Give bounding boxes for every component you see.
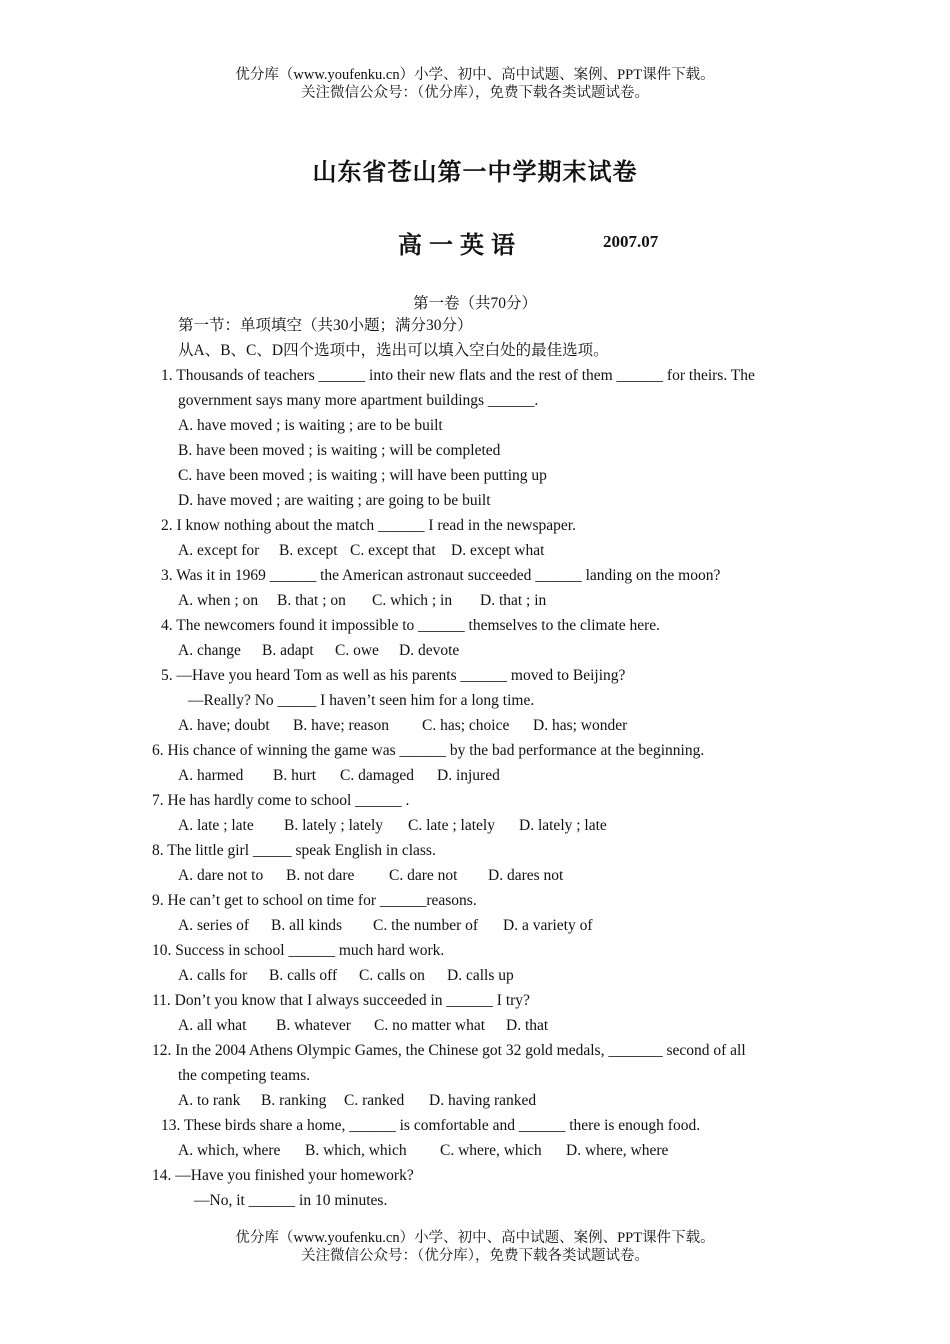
page-footer <box>0 1229 950 1265</box>
exam-date: 2007.07 <box>603 232 659 251</box>
question-2-stem: 2. I know nothing about the match ______ I read in the newspaper. <box>161 517 576 534</box>
question-6-stem: 6. His chance of winning the game was ______ by the bad performance at the beginning. <box>152 742 705 759</box>
option-d: D. dares not <box>488 867 564 884</box>
question-12-line-1: 12. In the 2004 Athens Olympic Games, the Chinese got 32 gold medals, _______ second of all <box>152 1042 746 1059</box>
question-5-stem: 5. —Have you heard Tom as well as his parents ______ moved to Beijing? <box>161 667 626 684</box>
question-13-options <box>178 1141 668 1161</box>
option-a: A. series of <box>178 917 250 934</box>
question-9-stem: 9. He can’t get to school on time for ______reasons. <box>152 892 477 909</box>
part-title: 第一卷（共70分） <box>412 295 537 312</box>
option-a: A. dare not to <box>178 867 264 884</box>
question-7-stem: 7. He has hardly come to school ______ . <box>152 792 410 809</box>
question-5-options <box>178 716 627 736</box>
option-c: C. damaged <box>340 767 415 784</box>
option-a: A. late ; late <box>178 817 254 834</box>
option-c: C. no matter what <box>374 1017 486 1034</box>
question-1-option-d: D. have moved ; are waiting ; are going to be built <box>178 492 491 509</box>
question-14-stem: 14. —Have you finished your homework? <box>152 1167 414 1184</box>
option-d: D. where, where <box>566 1142 669 1159</box>
header-line-1: 优分库（www.youfenku.cn）小学、初中、高中试题、案例、PPT课件下载。 <box>235 67 715 83</box>
option-d: D. has; wonder <box>533 717 628 734</box>
question-5-reply: —Really? No _____ I haven’t seen him for a long time. <box>188 692 535 709</box>
option-b: B. whatever <box>276 1017 351 1034</box>
question-4-stem: 4. The newcomers found it impossible to ______ themselves to the climate here. <box>161 617 661 634</box>
exam-title: 山东省苍山第一中学期末试卷 <box>312 160 638 186</box>
option-c: C. which ; in <box>372 592 453 609</box>
question-1-option-a: A. have moved ; is waiting ; are to be built <box>178 417 443 434</box>
option-a: A. which, where <box>178 1142 281 1159</box>
option-b: B. that ; on <box>277 592 346 609</box>
question-1-line-2: government says many more apartment buildings ______. <box>178 392 539 409</box>
question-2-options <box>178 541 544 561</box>
option-a: A. when ; on <box>178 592 259 609</box>
question-9-options <box>178 916 593 936</box>
option-b: B. lately ; lately <box>284 817 384 834</box>
question-1-option-c: C. have been moved ; is waiting ; will have been putting up <box>178 467 547 484</box>
question-14-reply: —No, it ______ in 10 minutes. <box>194 1192 388 1209</box>
question-1-option-b: B. have been moved ; is waiting ; will be completed <box>178 442 501 459</box>
option-d: D. lately ; late <box>519 817 607 834</box>
option-c: C. dare not <box>389 867 458 884</box>
exam-subtitle: 高一英语 <box>398 233 522 259</box>
option-a: A. harmed <box>178 767 244 784</box>
question-11-options <box>178 1016 548 1036</box>
question-3-stem: 3. Was it in 1969 ______ the American astronaut succeeded ______ landing on the moon? <box>161 567 721 584</box>
option-c: C. late ; lately <box>408 817 495 834</box>
question-11-stem: 11. Don’t you know that I always succeeded in ______ I try? <box>152 992 530 1009</box>
option-c: C. calls on <box>359 967 425 984</box>
question-6-options <box>178 766 500 786</box>
option-b: B. hurt <box>273 767 317 784</box>
option-c: C. has; choice <box>422 717 510 734</box>
option-a: A. change <box>178 642 241 659</box>
option-d: D. injured <box>437 767 500 784</box>
option-b: B. except <box>279 542 338 559</box>
question-10-options <box>178 966 514 986</box>
option-c: C. the number of <box>373 917 479 934</box>
footer-line-1: 优分库（www.youfenku.cn）小学、初中、高中试题、案例、PPT课件下载。 <box>235 1230 715 1246</box>
instruction: 从A、B、C、D四个选项中，选出可以填入空白处的最佳选项。 <box>178 342 609 359</box>
question-3-options <box>178 591 546 611</box>
option-d: D. having ranked <box>429 1092 537 1109</box>
question-10-stem: 10. Success in school ______ much hard work. <box>152 942 445 959</box>
option-a: A. except for <box>178 542 260 559</box>
question-7-options <box>178 816 607 836</box>
option-d: D. a variety of <box>503 917 593 934</box>
option-a: A. calls for <box>178 967 248 984</box>
option-b: B. which, which <box>305 1142 407 1159</box>
option-c: C. owe <box>335 642 379 659</box>
option-b: B. all kinds <box>271 917 343 934</box>
option-b: B. calls off <box>269 967 338 984</box>
footer-line-2: 关注微信公众号：（优分库），免费下载各类试题试卷。 <box>301 1248 649 1264</box>
option-c: C. ranked <box>344 1092 405 1109</box>
option-d: D. that <box>506 1017 549 1034</box>
option-d: D. calls up <box>447 967 514 984</box>
question-8-options <box>178 866 563 886</box>
option-b: B. have; reason <box>293 717 389 734</box>
header-line-2: 关注微信公众号：（优分库），免费下载各类试题试卷。 <box>301 85 649 101</box>
question-12-line-2: the competing teams. <box>178 1067 311 1084</box>
option-b: B. adapt <box>262 642 314 659</box>
option-c: C. except that <box>350 542 436 559</box>
option-a: A. to rank <box>178 1092 241 1109</box>
option-d: D. devote <box>399 642 460 659</box>
question-4-options <box>178 641 459 661</box>
option-b: B. ranking <box>261 1092 327 1109</box>
option-d: D. except what <box>451 542 545 559</box>
option-d: D. that ; in <box>480 592 547 609</box>
option-b: B. not dare <box>286 867 355 884</box>
question-12-options <box>178 1091 536 1111</box>
question-8-stem: 8. The little girl _____ speak English in class. <box>152 842 436 859</box>
option-a: A. all what <box>178 1017 247 1034</box>
page-header <box>0 66 950 102</box>
option-a: A. have; doubt <box>178 717 270 734</box>
question-1-line-1: 1. Thousands of teachers ______ into their new flats and the rest of them ______ for theirs. The <box>161 367 755 384</box>
section-title: 第一节：单项填空（共30小题；满分30分） <box>178 317 473 334</box>
option-c: C. where, which <box>440 1142 542 1159</box>
question-13-stem: 13. These birds share a home, ______ is comfortable and ______ there is enough food. <box>161 1117 701 1134</box>
